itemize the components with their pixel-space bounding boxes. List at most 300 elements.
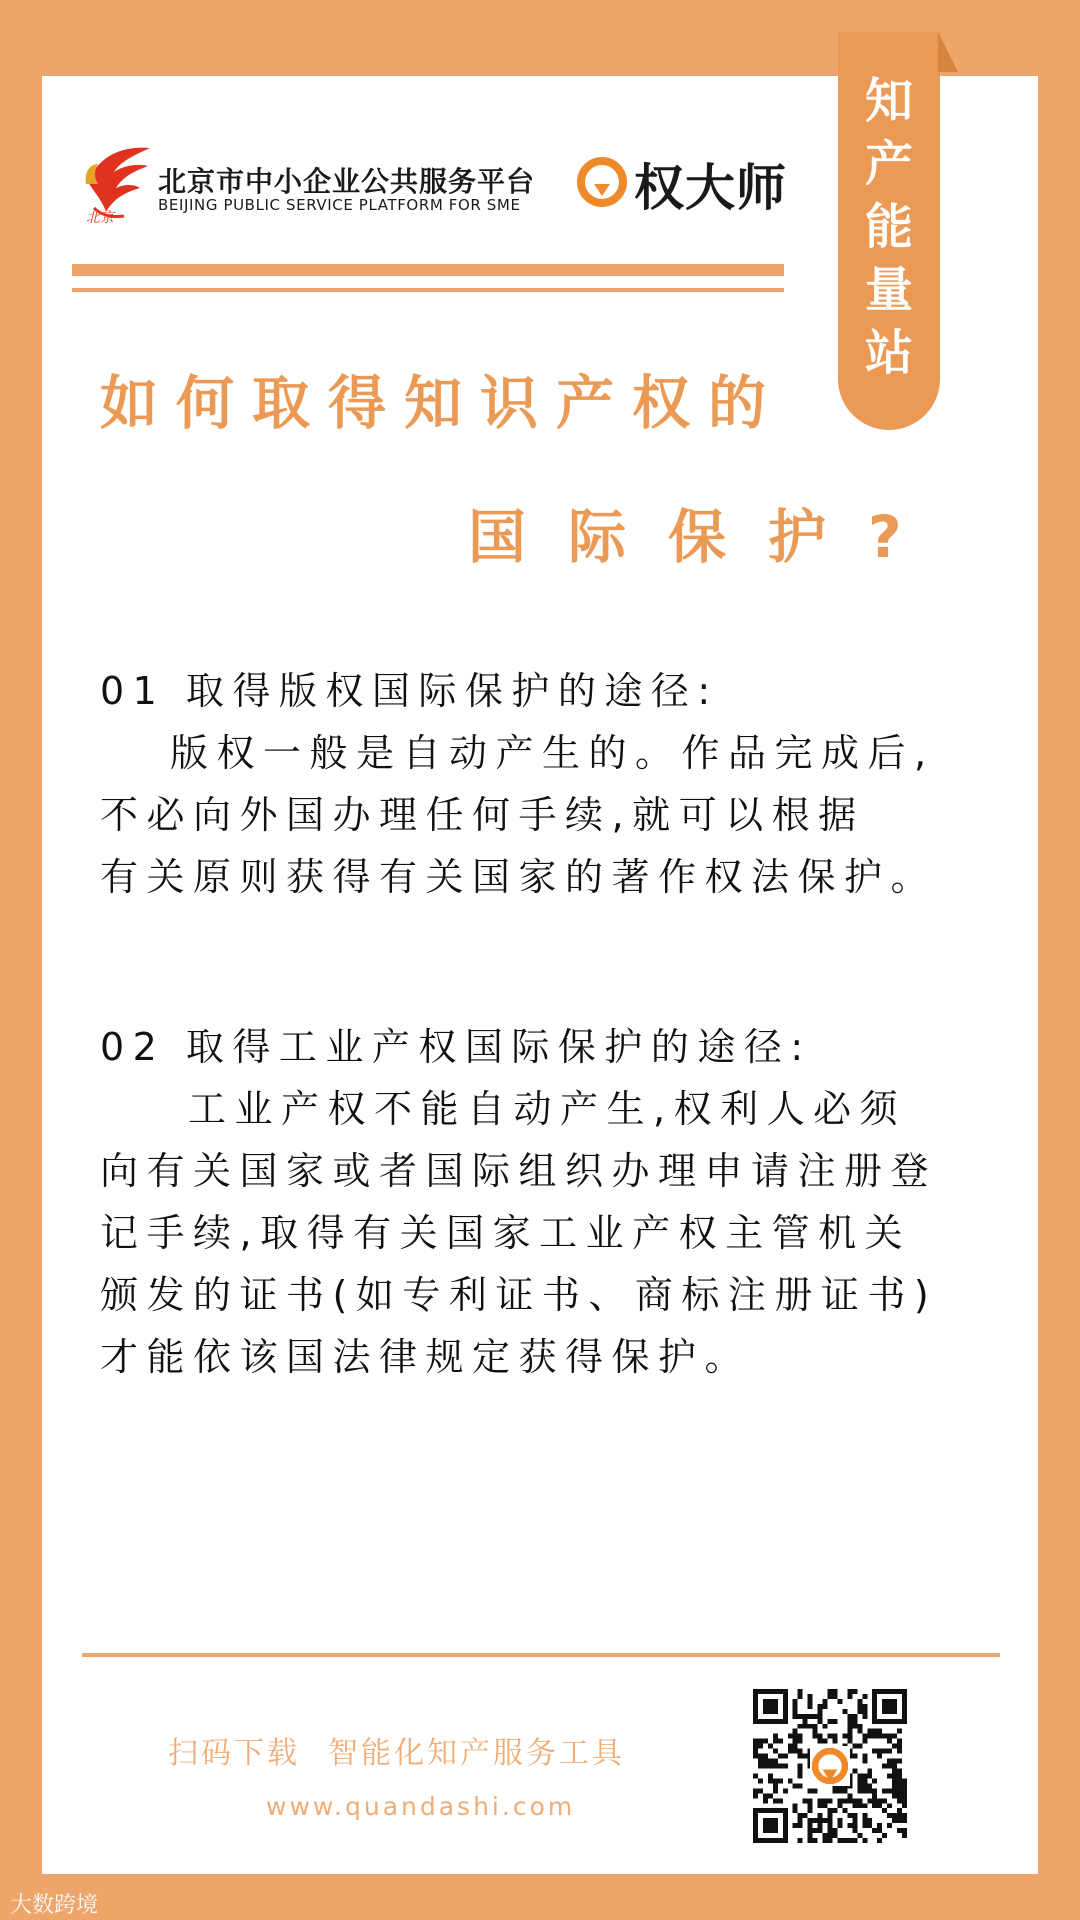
qr-module <box>847 1823 852 1828</box>
section-2-line: 才能依该国法律规定获得保护。 <box>100 1335 752 1379</box>
qr-module <box>882 1798 887 1803</box>
qr-module <box>793 1709 798 1714</box>
qr-module <box>753 1749 758 1754</box>
qr-module <box>852 1714 857 1719</box>
qr-module <box>768 1773 773 1778</box>
qr-module <box>897 1749 902 1754</box>
qr-module <box>872 1788 877 1793</box>
qr-module <box>902 1783 907 1788</box>
qr-module <box>823 1739 828 1744</box>
qr-module <box>852 1813 857 1818</box>
qr-module <box>808 1788 813 1793</box>
qr-module <box>837 1823 842 1828</box>
qr-module <box>832 1808 837 1813</box>
qr-module <box>902 1828 907 1833</box>
qr-module <box>887 1739 892 1744</box>
qr-module <box>828 1694 833 1699</box>
qr-module <box>887 1734 892 1739</box>
qr-module <box>832 1788 837 1793</box>
qr-module <box>887 1788 892 1793</box>
qr-module <box>813 1828 818 1833</box>
qr-module <box>808 1704 813 1709</box>
qr-module <box>818 1714 823 1719</box>
qr-module <box>862 1823 867 1828</box>
qr-module <box>803 1813 808 1818</box>
qr-module <box>892 1744 897 1749</box>
qr-module <box>813 1818 818 1823</box>
qr-module <box>862 1838 867 1843</box>
qr-module <box>892 1768 897 1773</box>
qr-module <box>788 1749 793 1754</box>
qr-module <box>857 1833 862 1838</box>
qr-module <box>808 1699 813 1704</box>
qr-module <box>818 1803 823 1808</box>
qr-module <box>758 1744 763 1749</box>
qr-module <box>818 1813 823 1818</box>
slogan-tool: 智能化知产服务工具 <box>328 1736 625 1771</box>
qr-module <box>808 1724 813 1729</box>
qr-module <box>862 1783 867 1788</box>
qr-module <box>808 1803 813 1808</box>
qr-module <box>793 1744 798 1749</box>
qr-module <box>852 1818 857 1823</box>
footer-url[interactable]: www.quandashi.com <box>266 1792 576 1821</box>
qr-module <box>857 1744 862 1749</box>
qr-module <box>897 1798 902 1803</box>
qr-module <box>828 1838 833 1843</box>
qr-module <box>813 1734 818 1739</box>
qr-module <box>768 1793 773 1798</box>
qr-module <box>847 1729 852 1734</box>
qr-module <box>818 1734 823 1739</box>
qr-module <box>837 1788 842 1793</box>
qr-module <box>877 1749 882 1754</box>
qr-module <box>877 1838 882 1843</box>
qr-module <box>897 1783 902 1788</box>
section-1-heading: 01 取得版权国际保护的途径: <box>100 669 719 713</box>
qr-module <box>867 1768 872 1773</box>
qr-module <box>852 1838 857 1843</box>
qr-module <box>847 1838 852 1843</box>
qr-module <box>798 1749 803 1754</box>
qr-module <box>818 1709 823 1714</box>
qr-module <box>773 1778 778 1783</box>
section-1-line: 有关原则获得有关国家的著作权法保护。 <box>100 855 938 899</box>
qr-module <box>897 1773 902 1778</box>
qr-module <box>773 1783 778 1788</box>
section-2 <box>100 1016 937 1388</box>
qr-module <box>897 1759 902 1764</box>
qr-module <box>808 1823 813 1828</box>
qr-module <box>818 1719 823 1724</box>
qr-module <box>852 1724 857 1729</box>
qr-module <box>882 1764 887 1769</box>
qr-module <box>852 1689 857 1694</box>
qr-module <box>793 1704 798 1709</box>
qr-module <box>897 1739 902 1744</box>
qr-module <box>753 1744 758 1749</box>
qr-module <box>902 1778 907 1783</box>
qr-module <box>887 1803 892 1808</box>
qr-module <box>828 1719 833 1724</box>
qr-module <box>773 1798 778 1803</box>
qr-module <box>872 1803 877 1808</box>
qr-module <box>867 1773 872 1778</box>
qr-module <box>823 1798 828 1803</box>
qr-module <box>872 1793 877 1798</box>
qr-module <box>877 1754 882 1759</box>
title-line-1: 如何取得知识产权的 <box>100 369 785 437</box>
qr-module <box>837 1803 842 1808</box>
qr-module <box>872 1734 877 1739</box>
qr-module <box>793 1734 798 1739</box>
qr-module <box>818 1828 823 1833</box>
qr-module <box>808 1714 813 1719</box>
qr-module <box>783 1764 788 1769</box>
qr-module <box>798 1813 803 1818</box>
qr-module <box>882 1734 887 1739</box>
qr-module <box>813 1729 818 1734</box>
qr-module <box>832 1739 837 1744</box>
qr-module <box>852 1823 857 1828</box>
tab-char: 站 <box>864 325 913 381</box>
qr-module <box>887 1813 892 1818</box>
qr-module <box>793 1808 798 1813</box>
qr-module <box>793 1714 798 1719</box>
qr-module <box>882 1749 887 1754</box>
qr-module <box>872 1749 877 1754</box>
title-line-2: 国际保护? <box>468 503 944 571</box>
qr-module <box>788 1778 793 1783</box>
qr-module <box>823 1803 828 1808</box>
qr-module <box>847 1798 852 1803</box>
qr-module <box>798 1823 803 1828</box>
qr-module <box>847 1793 852 1798</box>
qr-module <box>852 1754 857 1759</box>
section-1-line: 版权一般是自动产生的。作品完成后, <box>170 731 935 775</box>
qr-module <box>798 1773 803 1778</box>
qr-module <box>892 1773 897 1778</box>
qr-module <box>852 1744 857 1749</box>
qr-module <box>882 1833 887 1838</box>
qr-module <box>818 1739 823 1744</box>
qr-module <box>798 1838 803 1843</box>
tab-char: 能 <box>864 199 913 255</box>
qr-module <box>808 1828 813 1833</box>
qr-module <box>823 1704 828 1709</box>
qr-module <box>793 1699 798 1704</box>
qr-module <box>773 1788 778 1793</box>
qr-module <box>867 1729 872 1734</box>
bj-platform-name-en: BEIJING PUBLIC SERVICE PLATFORM FOR SME <box>158 196 521 214</box>
qr-module <box>902 1803 907 1808</box>
qr-module <box>882 1808 887 1813</box>
section-1-line: 不必向外国办理任何手续,就可以根据 <box>100 793 865 837</box>
qr-module <box>892 1778 897 1783</box>
qr-module <box>867 1783 872 1788</box>
qr-module <box>823 1724 828 1729</box>
qr-module <box>857 1699 862 1704</box>
qr-module <box>763 1739 768 1744</box>
qr-module <box>828 1734 833 1739</box>
qr-module <box>788 1744 793 1749</box>
tab-fold-icon <box>938 32 958 72</box>
qr-module <box>832 1694 837 1699</box>
qr-module <box>867 1798 872 1803</box>
qr-module <box>828 1808 833 1813</box>
qr-module <box>828 1833 833 1838</box>
qr-module <box>892 1793 897 1798</box>
qr-module <box>897 1828 902 1833</box>
qr-module <box>852 1768 857 1773</box>
qr-module <box>758 1754 763 1759</box>
qr-module <box>842 1788 847 1793</box>
qr-module <box>867 1734 872 1739</box>
qr-module <box>763 1793 768 1798</box>
qr-module <box>798 1768 803 1773</box>
qr-module <box>758 1739 763 1744</box>
qr-module <box>862 1818 867 1823</box>
qr-module <box>857 1704 862 1709</box>
slogan-download: 扫码下载 <box>168 1736 300 1771</box>
qr-module <box>773 1764 778 1769</box>
qr-module <box>842 1808 847 1813</box>
qr-module <box>753 1788 758 1793</box>
qr-module <box>832 1689 837 1694</box>
qr-module <box>862 1759 867 1764</box>
qr-module <box>783 1788 788 1793</box>
qr-module <box>847 1724 852 1729</box>
qr-module <box>892 1734 897 1739</box>
qr-module <box>808 1808 813 1813</box>
qr-module <box>902 1813 907 1818</box>
qr-module <box>887 1759 892 1764</box>
qr-module <box>803 1754 808 1759</box>
qr-module <box>857 1778 862 1783</box>
qr-module <box>847 1739 852 1744</box>
qr-module <box>778 1764 783 1769</box>
qr-module <box>862 1704 867 1709</box>
qr-module <box>862 1739 867 1744</box>
qr-module <box>887 1773 892 1778</box>
qr-module <box>897 1768 902 1773</box>
brand-name: 权大师 <box>634 159 787 217</box>
tab-char: 产 <box>864 136 913 192</box>
section-2-heading: 02 取得工业产权国际保护的途径: <box>100 1025 812 1069</box>
qr-module <box>818 1798 823 1803</box>
qr-module <box>758 1764 763 1769</box>
qr-module <box>793 1803 798 1808</box>
qr-module <box>877 1828 882 1833</box>
qr-module <box>852 1798 857 1803</box>
qr-module <box>778 1739 783 1744</box>
qr-module <box>867 1818 872 1823</box>
qr-module <box>798 1818 803 1823</box>
qr-module <box>798 1734 803 1739</box>
qr-module <box>768 1744 773 1749</box>
qr-module <box>773 1734 778 1739</box>
footer-slogan <box>168 1728 625 1772</box>
qr-module <box>857 1729 862 1734</box>
qr-module <box>887 1749 892 1754</box>
qr-module <box>793 1739 798 1744</box>
qr-module <box>897 1744 902 1749</box>
qr-module <box>862 1714 867 1719</box>
qr-module <box>823 1838 828 1843</box>
qr-module <box>842 1734 847 1739</box>
qr-module <box>783 1754 788 1759</box>
qr-module <box>823 1833 828 1838</box>
qr-module <box>842 1709 847 1714</box>
qr-module <box>862 1778 867 1783</box>
qr-module <box>847 1813 852 1818</box>
qr-module <box>813 1724 818 1729</box>
qr-module <box>753 1773 758 1778</box>
qr-module <box>892 1764 897 1769</box>
qr-module <box>768 1778 773 1783</box>
qr-module <box>862 1709 867 1714</box>
qr-module <box>897 1813 902 1818</box>
qr-module <box>862 1803 867 1808</box>
qr-module <box>798 1714 803 1719</box>
tab-char: 知 <box>864 73 913 129</box>
qr-module <box>832 1828 837 1833</box>
qr-module <box>862 1734 867 1739</box>
qr-module <box>773 1739 778 1744</box>
qr-module <box>857 1709 862 1714</box>
qr-module <box>837 1838 842 1843</box>
qr-module <box>798 1739 803 1744</box>
qr-module <box>897 1818 902 1823</box>
qr-module <box>847 1694 852 1699</box>
qr-module <box>902 1798 907 1803</box>
qr-module <box>818 1704 823 1709</box>
qr-module <box>857 1783 862 1788</box>
qr-module <box>828 1818 833 1823</box>
qr-module <box>837 1798 842 1803</box>
qr-module <box>872 1729 877 1734</box>
qr-module <box>803 1714 808 1719</box>
footer-divider <box>82 1653 1000 1657</box>
header-divider-thick <box>72 264 784 276</box>
qr-module <box>813 1788 818 1793</box>
qr-module <box>877 1798 882 1803</box>
qr-module <box>793 1823 798 1828</box>
qr-module <box>793 1783 798 1788</box>
qr-module <box>832 1734 837 1739</box>
qr-module <box>852 1719 857 1724</box>
qr-module <box>828 1823 833 1828</box>
qr-module <box>857 1724 862 1729</box>
qr-module <box>758 1759 763 1764</box>
qr-module <box>798 1724 803 1729</box>
qr-module <box>882 1788 887 1793</box>
qr-module <box>793 1749 798 1754</box>
qr-module <box>892 1788 897 1793</box>
qr-module <box>877 1823 882 1828</box>
qr-module <box>798 1754 803 1759</box>
qr-module <box>823 1818 828 1823</box>
qr-module <box>842 1798 847 1803</box>
qr-module <box>828 1798 833 1803</box>
qr-module <box>808 1838 813 1843</box>
qr-module <box>798 1689 803 1694</box>
qr-module <box>773 1759 778 1764</box>
qr-module <box>897 1788 902 1793</box>
qr-module <box>798 1694 803 1699</box>
qr-module <box>808 1798 813 1803</box>
tab-label <box>838 70 940 385</box>
qr-module <box>828 1689 833 1694</box>
qr-module <box>832 1719 837 1724</box>
qr-module <box>818 1818 823 1823</box>
qr-module <box>892 1813 897 1818</box>
qr-module <box>753 1739 758 1744</box>
qr-module <box>867 1823 872 1828</box>
qr-module <box>768 1764 773 1769</box>
qr-module <box>902 1833 907 1838</box>
qr-module <box>758 1788 763 1793</box>
section-2-line: 颁发的证书(如专利证书、商标注册证书) <box>100 1273 938 1317</box>
qr-module <box>818 1823 823 1828</box>
bj-platform-name-cn: 北京市中小企业公共服务平台 <box>158 165 536 198</box>
section-1 <box>100 660 937 908</box>
qr-module <box>847 1689 852 1694</box>
qr-module <box>778 1798 783 1803</box>
qr-module <box>877 1803 882 1808</box>
qr-module <box>763 1764 768 1769</box>
qr-module <box>892 1783 897 1788</box>
section-2-line: 向有关国家或者国际组织办理申请注册登 <box>100 1149 938 1193</box>
qr-module <box>852 1828 857 1833</box>
qr-module <box>823 1699 828 1704</box>
qr-module <box>887 1823 892 1828</box>
qr-module <box>753 1793 758 1798</box>
qr-module <box>862 1788 867 1793</box>
qr-module <box>793 1729 798 1734</box>
qr-module <box>768 1759 773 1764</box>
qr-module <box>862 1754 867 1759</box>
qr-module <box>828 1828 833 1833</box>
qr-module <box>813 1838 818 1843</box>
qr-module <box>887 1764 892 1769</box>
qr-module <box>808 1694 813 1699</box>
qr-module <box>763 1759 768 1764</box>
quandashi-q-icon <box>576 156 628 208</box>
qr-module <box>832 1833 837 1838</box>
beijing-phoenix-logo-icon <box>80 142 152 224</box>
qr-module <box>872 1778 877 1783</box>
qr-module <box>847 1719 852 1724</box>
qr-module <box>828 1813 833 1818</box>
qr-code-icon[interactable] <box>748 1684 912 1848</box>
qr-module <box>867 1788 872 1793</box>
section-2-line: 工业产权不能自动产生,权利人必须 <box>188 1087 907 1131</box>
qr-module <box>763 1754 768 1759</box>
qr-module <box>778 1754 783 1759</box>
header-divider-thin <box>72 288 784 292</box>
qr-module <box>857 1773 862 1778</box>
qr-module <box>897 1808 902 1813</box>
tab-char: 量 <box>864 262 913 318</box>
qr-module <box>842 1838 847 1843</box>
qr-module <box>857 1788 862 1793</box>
qr-module <box>902 1818 907 1823</box>
qr-module <box>847 1734 852 1739</box>
watermark: 大数跨境 <box>10 1893 99 1918</box>
qr-module <box>897 1778 902 1783</box>
qr-module <box>763 1798 768 1803</box>
